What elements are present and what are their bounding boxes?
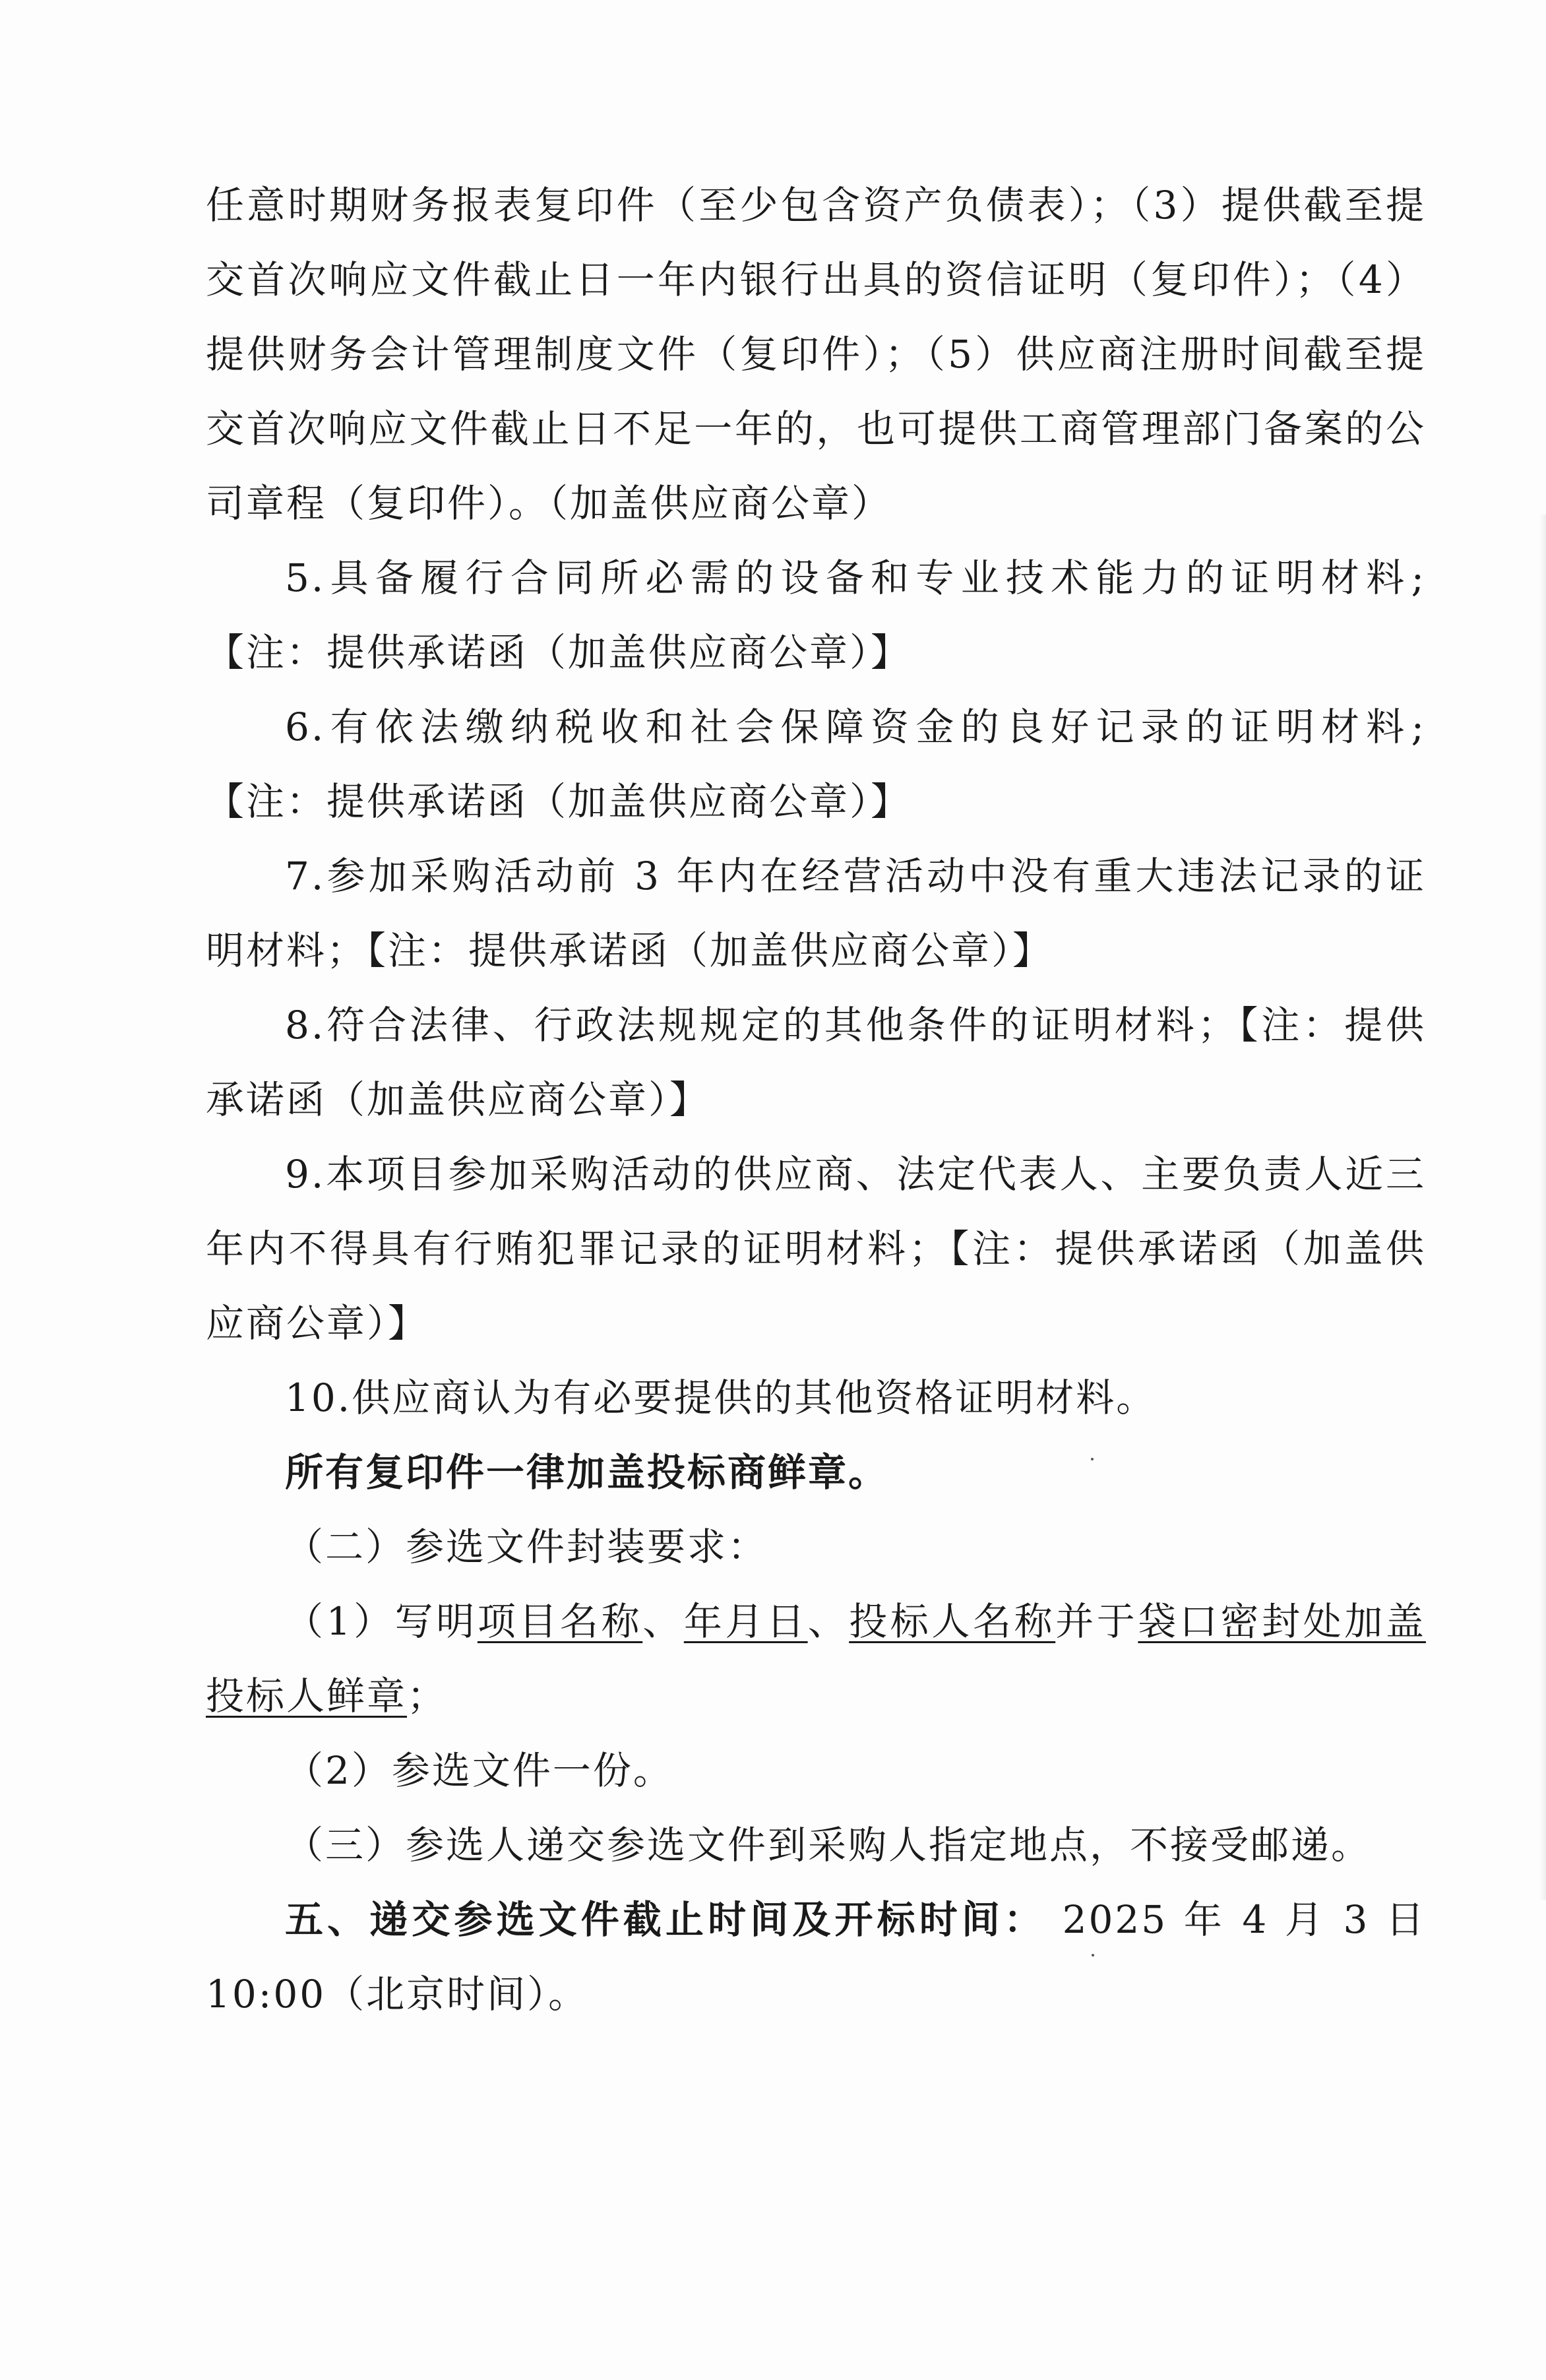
paragraph-packaging-item-1 — [206, 1584, 1426, 1734]
packaging-item-1-suffix: ； — [407, 1674, 448, 1718]
paragraph-packaging-item-2: （2）参选文件一份。 — [285, 1748, 673, 1793]
paragraph-deadline — [206, 1883, 1426, 2032]
paragraph-financial-docs: 任意时期财务报表复印件（至少包含资产负债表）；（3）提供截至提交首次响应文件截止日一年内银行出具的资信证明（复印件）；（4）提供财务会计管理制度文件（复印件）；（5）供应商注册时间截至提交首次响应文件截止日不足一年的，也可提供工商管理部门备案的公司章程（复印件）。（加盖供应商公章） — [206, 183, 1426, 526]
deadline-value: 2025 年 4 月 3 日 10:00（北京时间）。 — [206, 1897, 1426, 2017]
document-body — [206, 168, 1426, 2032]
separator: 、 — [807, 1599, 850, 1644]
underlined-date: 年月日 — [683, 1599, 808, 1644]
paragraph-seal-note: 所有复印件一律加盖投标商鲜章。 — [285, 1450, 889, 1495]
paragraph-item-7: 7.参加采购活动前 3 年内在经营活动中没有重大违法记录的证明材料；【注：提供承诺函（加盖供应商公章）】 — [206, 854, 1426, 973]
packaging-item-1-mid: 并于 — [1055, 1599, 1138, 1644]
underlined-bidder-name: 投标人名称 — [849, 1599, 1056, 1644]
paragraph-item-9: 9.本项目参加采购活动的供应商、法定代表人、主要负责人近三年内不得具有行贿犯罪记录的证明材料；【注：提供承诺函（加盖供应商公章）】 — [206, 1152, 1426, 1346]
packaging-item-1-prefix: （1）写明 — [285, 1599, 478, 1644]
paragraph-item-6: 6.有依法缴纳税收和社会保障资金的良好记录的证明材料;【注：提供承诺函（加盖供应商公章）】 — [206, 705, 1426, 824]
paragraph-packaging-heading: （二）参选文件封装要求： — [285, 1524, 768, 1569]
separator: 、 — [642, 1599, 684, 1644]
paragraph-item-5: 5.具备履行合同所必需的设备和专业技术能力的证明材料;【注：提供承诺函（加盖供应商公章）】 — [206, 555, 1426, 675]
paragraph-item-8: 8.符合法律、行政法规规定的其他条件的证明材料；【注：提供承诺函（加盖供应商公章）】 — [206, 1003, 1426, 1122]
scan-edge-shadow — [1539, 515, 1546, 1900]
paragraph-submission-rule: （三）参选人递交参选文件到采购人指定地点，不接受邮递。 — [285, 1823, 1372, 1867]
deadline-heading: 五、递交参选文件截止时间及开标时间： — [285, 1897, 1047, 1942]
paragraph-item-10: 10.供应商认为有必要提供的其他资格证明材料。 — [285, 1375, 1157, 1420]
underlined-project-name: 项目名称 — [477, 1599, 643, 1644]
underlined-seal-instruction: 袋口密封处加盖投标人鲜章 — [206, 1599, 1426, 1718]
